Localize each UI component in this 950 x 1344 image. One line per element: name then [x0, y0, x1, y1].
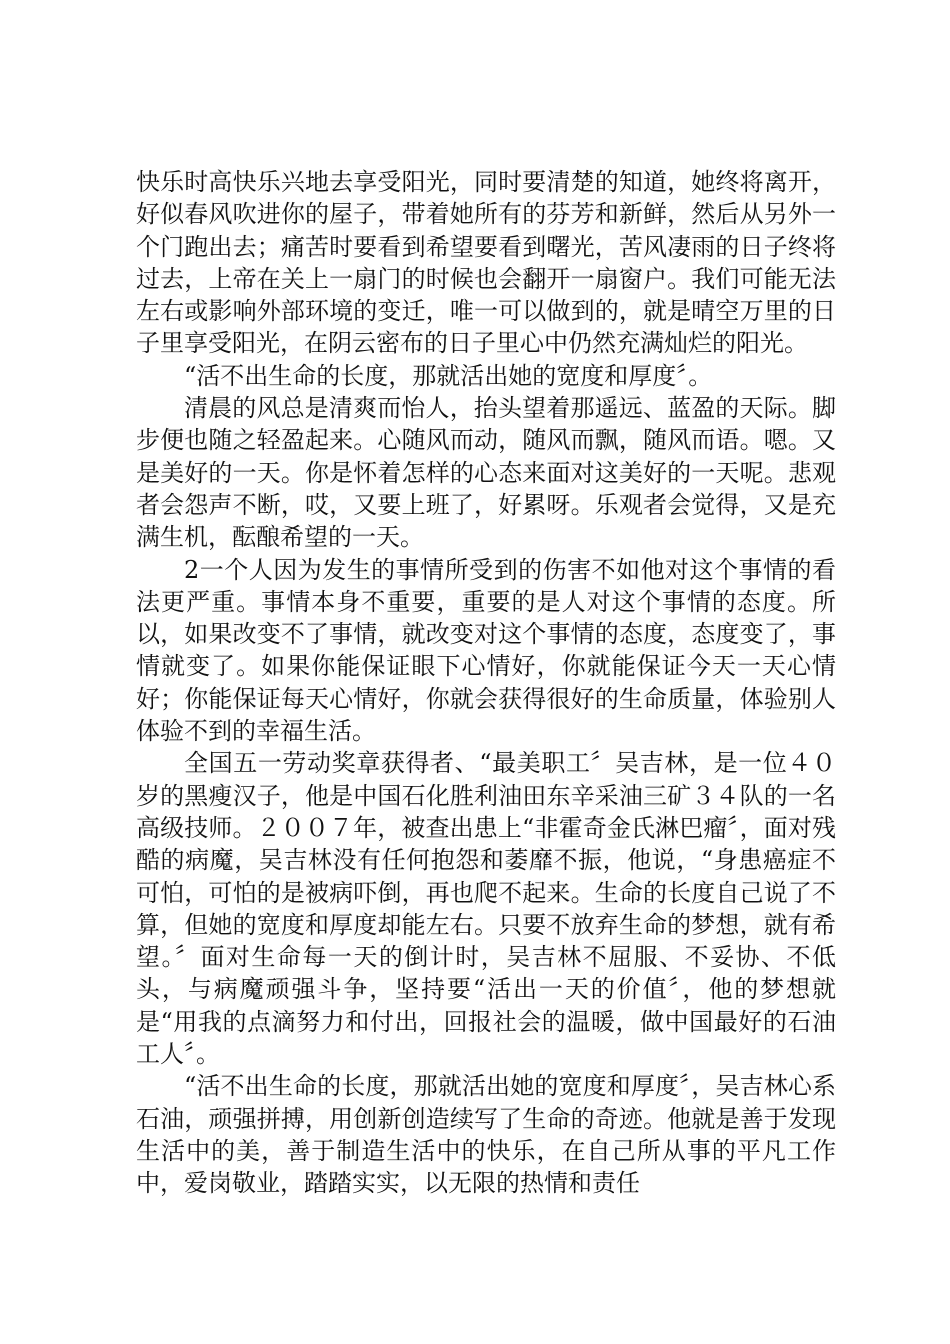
- paragraph-4: 2一个人因为发生的事情所受到的伤害不如他对这个事情的看法更严重。事情本身不重要，重要的是人对这个事情的态度。所以，如果改变不了事情，就改变对这个事情的态度，态度变了，事情就变了。如果你能保证眼下心情好，你就能保证今天一天心情好；你能保证每天心情好，你就会获得很好的生命质量，体验别人体验不到的幸福生活。: [136, 555, 836, 746]
- paragraph-2: “活不出生命的长度，那就活出她的宽度和厚度〞。: [184, 361, 713, 390]
- paragraph-3: 清晨的风总是清爽而怡人，抬头望着那遥远、蓝盈的天际。脚步便也随之轻盈起来。心随风而动，随风而飘，随风而语。嗯。又是美好的一天。你是怀着怎样的心态来面对这美好的一天呢。悲观者会怨声不断，哎，又要上班了，好累呀。乐观者会觉得，又是充满生机，酝酿希望的一天。: [136, 394, 836, 552]
- document-body: [136, 166, 836, 1200]
- paragraph-5: 全国五一劳动奖章获得者、“最美职工〞吴吉林，是一位４０岁的黑瘦汉子，他是中国石化胜利油田东辛采油三矿３４队的一名高级技师。２００７年，被查出患上“非霍奇金氏淋巴瘤〞，面对残酷的病魔，吴吉林没有任何抱怨和萎靡不振，他说，“身患癌症不可怕，可怕的是被病吓倒，再也爬不起来。生命的长度自己说了不算，但她的宽度和厚度却能左右。只要不放弃生命的梦想，就有希望。〞面对生命每一天的倒计时，吴吉林不屈服、不妥协、不低头，与病魔顽强斗争，坚持要“活出一天的价值〞，他的梦想就是“用我的点滴努力和付出，回报社会的温暖，做中国最好的石油工人〞。: [136, 749, 836, 1069]
- paragraph-6: “活不出生命的长度，那就活出她的宽度和厚度〞，吴吉林心系石油，顽强拼搏，用创新创造续写了生命的奇迹。他就是善于发现生活中的美，善于制造生活中的快乐，在自己所从事的平凡工作中，爱岗敬业，踏踏实实，以无限的热情和责任: [136, 1072, 836, 1198]
- paragraph-1: 快乐时高快乐兴地去享受阳光，同时要清楚的知道，她终将离开，好似春风吹进你的屋子，带着她所有的芬芳和新鲜，然后从另外一个门跑出去；痛苦时要看到希望要看到曙光，苦风凄雨的日子终将过去，上帝在关上一扇门的时候也会翻开一扇窗户。我们可能无法左右或影响外部环境的变迁，唯一可以做到的，就是晴空万里的日子里享受阳光，在阴云密布的日子里心中仍然充满灿烂的阳光。: [136, 168, 836, 358]
